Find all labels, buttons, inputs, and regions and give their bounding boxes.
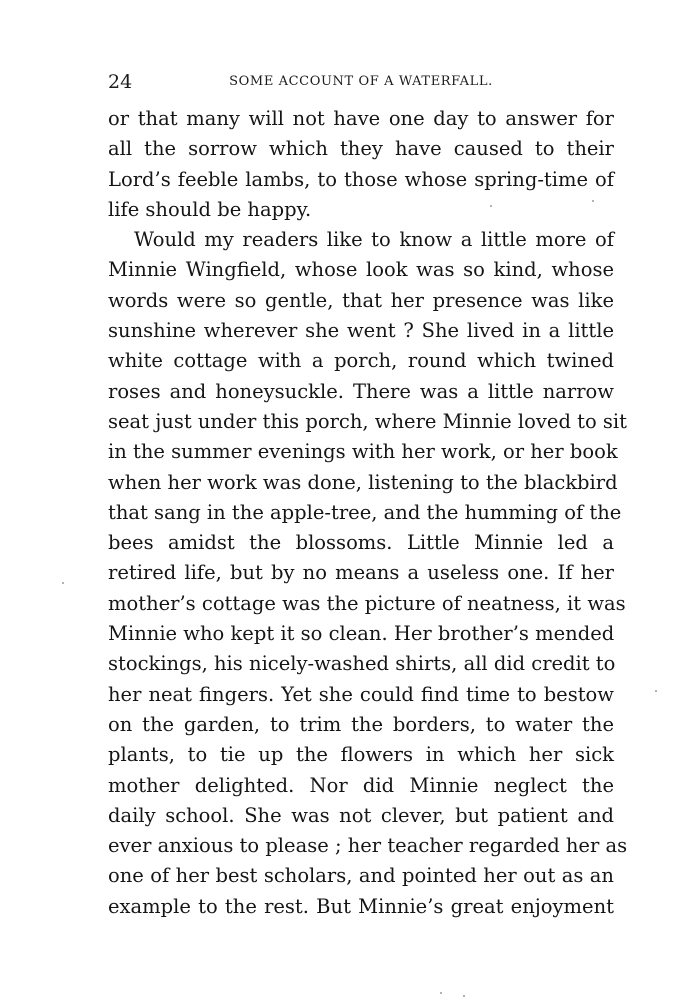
text-line: sunshine wherever she went ? She lived in a little	[108, 319, 614, 343]
text-line: mother’s cottage was the picture of neatness, it was	[108, 591, 626, 615]
text-line: one of her best scholars, and pointed her out as an	[108, 864, 614, 888]
text-line: seat just under this porch, where Minnie loved to sit	[108, 409, 627, 433]
text-line: life should be happy.	[108, 197, 312, 221]
text-line: roses and honeysuckle. There was a little narrow	[108, 379, 614, 403]
body-text	[108, 104, 628, 922]
running-title: SOME ACCOUNT OF A WATERFALL.	[229, 74, 493, 89]
print-speck	[62, 582, 64, 584]
text-line: or that many will not have one day to answer for	[108, 107, 614, 130]
text-line: stockings, his nicely-washed shirts, all did credit to	[108, 652, 616, 676]
text-line: example to the rest. But Minnie’s great enjoyment	[108, 894, 614, 918]
text-line: Minnie Wingfield, whose look was so kind, whose	[108, 258, 614, 282]
text-line: her neat fingers. Yet she could find time to bestow	[108, 682, 614, 706]
print-speck	[463, 995, 465, 997]
text-line: mother delighted. Nor did Minnie neglect the	[108, 773, 614, 797]
running-head	[108, 70, 614, 94]
text-line: retired life, but by no means a useless one. If her	[108, 561, 614, 585]
print-speck	[655, 690, 657, 692]
text-line: words were so gentle, that her presence was like	[108, 288, 614, 312]
text-line: when her work was done, listening to the blackbird	[108, 470, 618, 494]
text-line: daily school. She was not clever, but patient and	[108, 803, 614, 827]
page-number: 24	[108, 71, 133, 93]
text-line: Lord’s feeble lambs, to those whose spring-time of	[108, 167, 614, 191]
text-line: bees amidst the blossoms. Little Minnie led a	[108, 531, 614, 555]
text-line: Minnie who kept it so clean. Her brother’s mended	[108, 622, 615, 646]
text-line: Would my readers like to know a little more of	[134, 228, 614, 252]
text-line: on the garden, to trim the borders, to water the	[108, 712, 614, 736]
text-line: all the sorrow which they have caused to their	[108, 137, 614, 161]
text-line: in the summer evenings with her work, or her book	[108, 440, 618, 464]
text-line: that sang in the apple-tree, and the humming of the	[108, 500, 622, 524]
print-speck	[440, 992, 442, 994]
print-speck	[490, 205, 492, 207]
text-line: ever anxious to please ; her teacher regarded her as	[108, 834, 628, 858]
text-line: plants, to tie up the flowers in which her sick	[108, 743, 614, 767]
text-line: white cottage with a porch, round which twined	[108, 349, 614, 373]
print-speck	[592, 200, 594, 202]
